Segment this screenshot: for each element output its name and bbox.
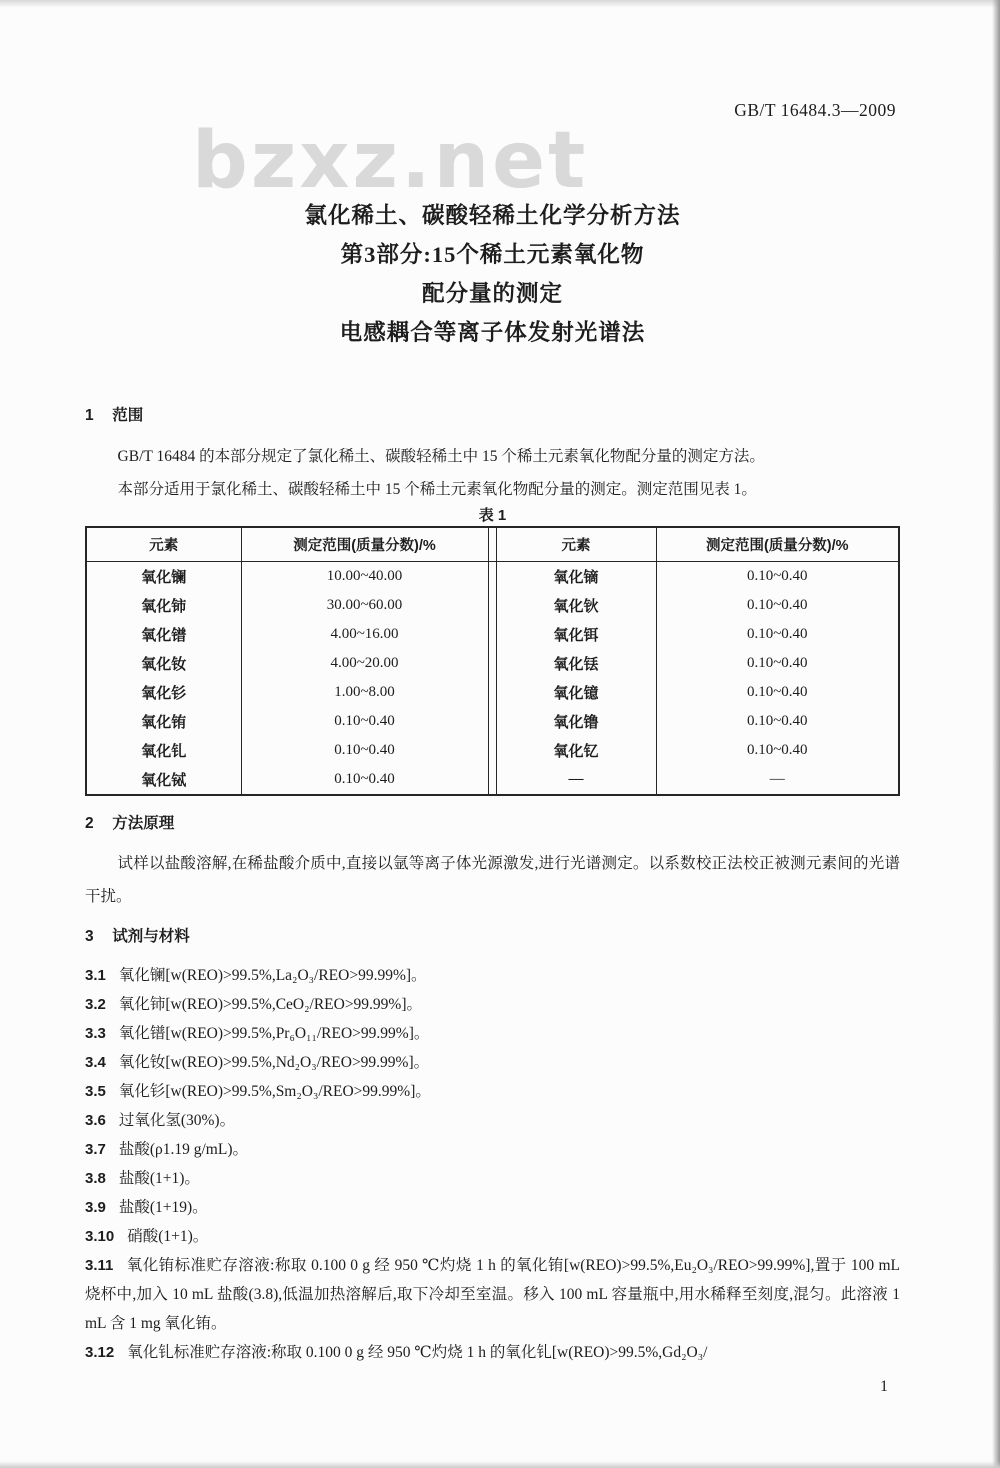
item-number: 3.1 (85, 967, 106, 984)
item-number: 3.4 (85, 1054, 106, 1071)
reagent-item (85, 1048, 900, 1077)
element-cell: 氧化铈 (86, 591, 241, 620)
item-number: 3.7 (85, 1141, 106, 1158)
table-divider (488, 765, 496, 795)
reagent-item (85, 1135, 900, 1164)
element-cell: 氧化铒 (496, 620, 656, 649)
reagent-item (85, 1106, 900, 1135)
element-cell: — (496, 765, 656, 795)
reagent-item (85, 1193, 900, 1222)
table-caption: 表 1 (478, 507, 507, 524)
page-number: 1 (880, 1378, 888, 1395)
item-text: 氧化钕[w(REO)>99.5%,Nd₂O₃/REO>99.99%]。 (118, 1054, 430, 1071)
element-cell: 氧化镱 (496, 678, 656, 707)
range-cell: 0.10~0.40 (334, 771, 395, 787)
measurement-range-table (85, 526, 900, 796)
table-row (86, 591, 899, 620)
table-divider (488, 591, 496, 620)
section-1-paragraph-1: GB/T 16484 的本部分规定了氯化稀土、碳酸轻稀土中 15 个稀土元素氧化物配分量的测定方法。 (117, 448, 765, 465)
item-number: 3.9 (85, 1199, 106, 1216)
element-cell: 氧化镝 (496, 562, 656, 592)
range-cell: — (769, 771, 785, 787)
range-cell: 0.10~0.40 (746, 568, 808, 584)
range-cell: 1.00~8.00 (334, 684, 395, 700)
standard-number: GB/T 16484.3—2009 (734, 100, 896, 120)
element-cell: 氧化铕 (86, 707, 241, 736)
item-text: 硝酸(1+1)。 (127, 1228, 209, 1245)
section-2-heading (85, 813, 900, 835)
table-row (86, 707, 899, 736)
element-cell: 氧化钇 (496, 736, 656, 765)
item-text: 盐酸(1+1)。 (118, 1170, 200, 1187)
range-cell: 0.10~0.40 (746, 684, 808, 700)
element-cell: 氧化镥 (496, 707, 656, 736)
reagent-item (85, 1338, 900, 1367)
reagent-item (85, 1019, 900, 1048)
title-line-1: 氯化稀土、碳酸轻稀土化学分析方法 (304, 203, 681, 228)
range-cell: 0.10~0.40 (334, 713, 395, 729)
item-text: 氧化铕标准贮存溶液:称取 0.100 0 g 经 950 ℃灼烧 1 h 的氧化铕[w(REO)>99.5%,Eu₂O₃/REO>99.99%],置于 100 mL 烧杯中,加入 10 mL 盐酸(3.8),低温加热溶解后,取下冷却至室温。移入 100 mL 容量瓶中,用水稀释至刻度,混匀。此溶液 1 mL 含 1 mg 氧化铕。 (85, 1257, 900, 1332)
item-number: 3.2 (85, 996, 106, 1013)
item-text: 氧化镧[w(REO)>99.5%,La₂O₃/REO>99.99%]。 (118, 967, 427, 984)
section-1-heading (85, 405, 900, 427)
table-divider (488, 562, 496, 592)
table-row (86, 649, 899, 678)
element-cell: 氧化镧 (86, 562, 241, 592)
watermark: bzxz.net (192, 116, 589, 206)
element-cell: 氧化钆 (86, 736, 241, 765)
reagent-list (85, 961, 900, 1367)
section-2-paragraph: 试样以盐酸溶解,在稀盐酸介质中,直接以氩等离子体光源激发,进行光谱测定。以系数校正法校正被测元素间的光谱干扰。 (85, 855, 900, 905)
range-cell: 0.10~0.40 (746, 713, 808, 729)
title-line-2: 第3部分:15个稀土元素氧化物 (340, 242, 645, 267)
item-number: 3.11 (85, 1257, 114, 1274)
title-line-3: 配分量的测定 (421, 281, 563, 306)
table-row (86, 620, 899, 649)
table-divider (488, 678, 496, 707)
element-cell: 氧化钬 (496, 591, 656, 620)
reagent-item (85, 961, 900, 990)
item-number: 3.12 (85, 1344, 115, 1361)
element-cell: 氧化镨 (86, 620, 241, 649)
section-1-paragraph-2: 本部分适用于氯化稀土、碳酸轻稀土中 15 个稀土元素氧化物配分量的测定。测定范围见表 1。 (117, 481, 757, 498)
document-title (85, 0, 900, 352)
section-1-title: 范围 (112, 407, 144, 424)
item-text: 盐酸(1+19)。 (118, 1199, 208, 1216)
reagent-item (85, 1164, 900, 1193)
element-cell: 氧化铽 (86, 765, 241, 795)
element-cell: 氧化钐 (86, 678, 241, 707)
table-row (86, 562, 899, 592)
reagent-item (85, 1222, 900, 1251)
table-divider (488, 649, 496, 678)
section-2-title: 方法原理 (112, 815, 175, 832)
range-cell: 30.00~60.00 (326, 597, 403, 613)
column-header-range-left: 测定范围(质量分数)/% (293, 538, 436, 554)
reagent-item (85, 1077, 900, 1106)
table-divider (488, 736, 496, 765)
column-header-element-right: 元素 (496, 527, 656, 562)
section-2-number: 2 (85, 815, 94, 832)
scan-edge-bottom (0, 1461, 1000, 1468)
item-number: 3.8 (85, 1170, 106, 1187)
element-cell: 氧化钕 (86, 649, 241, 678)
reagent-item (85, 1251, 900, 1338)
item-text: 氧化镨[w(REO)>99.5%,Pr₆O₁₁/REO>99.99%]。 (118, 1025, 430, 1042)
title-line-4: 电感耦合等离子体发射光谱法 (339, 320, 646, 345)
section-3-heading (85, 926, 900, 948)
range-cell: 0.10~0.40 (746, 655, 808, 671)
range-cell: 10.00~40.00 (326, 568, 403, 584)
scan-edge-right (992, 0, 1000, 1468)
table-divider (488, 527, 496, 562)
range-cell: 4.00~16.00 (330, 626, 399, 642)
item-number: 3.10 (85, 1228, 115, 1245)
item-number: 3.5 (85, 1083, 106, 1100)
element-cell: 氧化铥 (496, 649, 656, 678)
range-cell: 0.10~0.40 (746, 597, 808, 613)
item-text: 氧化钐[w(REO)>99.5%,Sm₂O₃/REO>99.99%]。 (118, 1083, 431, 1100)
range-cell: 0.10~0.40 (746, 626, 808, 642)
table-header-row (86, 527, 899, 562)
column-header-range-right: 测定范围(质量分数)/% (705, 538, 849, 554)
section-3-number: 3 (85, 928, 94, 945)
item-number: 3.3 (85, 1025, 106, 1042)
table-row (86, 678, 899, 707)
range-cell: 0.10~0.40 (334, 742, 395, 758)
section-3-title: 试剂与材料 (112, 928, 190, 945)
document-content (85, 0, 900, 1367)
reagent-item (85, 990, 900, 1019)
item-text: 氧化钆标准贮存溶液:称取 0.100 0 g 经 950 ℃灼烧 1 h 的氧化钆[w(REO)>99.5%,Gd₂O₃/ (127, 1344, 708, 1361)
range-cell: 0.10~0.40 (746, 742, 808, 758)
section-1-number: 1 (85, 407, 94, 424)
item-number: 3.6 (85, 1112, 106, 1129)
item-text: 盐酸(ρ1.19 g/mL)。 (118, 1141, 248, 1158)
table-divider (488, 620, 496, 649)
table-divider (488, 707, 496, 736)
column-header-element-left: 元素 (86, 527, 241, 562)
item-text: 氧化铈[w(REO)>99.5%,CeO₂/REO>99.99%]。 (118, 996, 423, 1013)
table-row (86, 765, 899, 795)
table-row (86, 736, 899, 765)
item-text: 过氧化氢(30%)。 (118, 1112, 236, 1129)
range-cell: 4.00~20.00 (330, 655, 399, 671)
